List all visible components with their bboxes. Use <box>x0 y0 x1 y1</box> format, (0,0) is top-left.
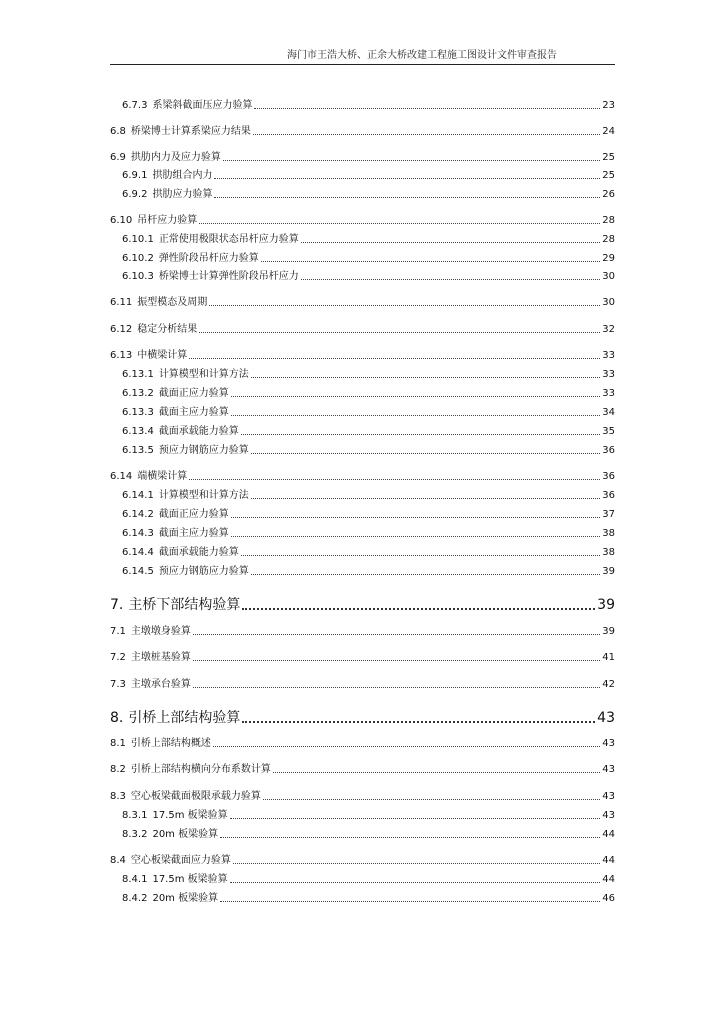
leader-dots <box>209 304 600 306</box>
leader-dots <box>241 554 600 556</box>
toc-entry[interactable] <box>110 251 615 265</box>
leader-dots <box>231 516 600 518</box>
toc-page: 36 <box>602 490 615 501</box>
toc-title: 端横梁计算 <box>137 471 188 482</box>
toc-title: 弹性阶段吊杆应力验算 <box>158 253 259 264</box>
leader-dots <box>301 241 600 243</box>
toc-number: 6.13.3 <box>122 407 154 418</box>
leader-dots <box>242 607 595 610</box>
leader-dots <box>253 133 600 135</box>
toc-title: 空心板梁截面应力验算 <box>130 855 231 866</box>
toc-number: 8.3.1 <box>122 810 148 821</box>
toc-title: 稳定分析结果 <box>137 324 198 335</box>
toc-number: 6.11 <box>110 297 133 308</box>
leader-dots <box>251 573 600 575</box>
toc-entry[interactable] <box>110 269 615 283</box>
toc-entry[interactable] <box>110 708 615 726</box>
toc-entry[interactable] <box>110 872 615 886</box>
toc-number: 6.14.2 <box>122 509 154 520</box>
toc-entry[interactable] <box>110 507 615 521</box>
leader-dots <box>214 177 600 179</box>
leader-dots <box>193 686 600 688</box>
toc-entry[interactable] <box>110 526 615 540</box>
toc-entry[interactable] <box>110 213 615 227</box>
toc-title: 拱肋组合内力 <box>152 170 213 181</box>
toc-title: 20m 板梁验算 <box>152 893 219 904</box>
header-title: 海门市王浩大桥、正余大桥改建工程施工图设计文件审查报告 <box>287 50 557 61</box>
leader-dots <box>254 107 600 109</box>
toc-page: 46 <box>602 893 615 904</box>
leader-dots <box>214 196 600 198</box>
toc-page: 36 <box>602 471 615 482</box>
toc-number: 6.13.5 <box>122 445 154 456</box>
toc-title: 20m 板梁验算 <box>152 829 219 840</box>
toc-entry[interactable] <box>110 827 615 841</box>
toc-page: 43 <box>602 738 615 749</box>
toc-number: 8.4.1 <box>122 874 148 885</box>
toc-page: 30 <box>602 297 615 308</box>
toc-title: 正常使用极限状态吊杆应力验算 <box>158 234 299 245</box>
toc-entry[interactable] <box>110 386 615 400</box>
toc-entry[interactable] <box>110 677 615 691</box>
toc-page: 33 <box>602 350 615 361</box>
toc-number: 6.13.1 <box>122 369 154 380</box>
toc-number: 6.10 <box>110 215 133 226</box>
toc-title: 预应力钢筋应力验算 <box>158 445 249 456</box>
toc-number: 6.14.4 <box>122 547 154 558</box>
toc-page: 28 <box>602 215 615 226</box>
toc-page: 43 <box>602 810 615 821</box>
toc-page: 43 <box>602 791 615 802</box>
toc-number: 8.3 <box>110 791 126 802</box>
toc-entry[interactable] <box>110 367 615 381</box>
leader-dots <box>220 900 600 902</box>
toc-number: 6.7.3 <box>122 100 148 111</box>
toc-number: 6.10.3 <box>122 271 154 282</box>
toc-page: 44 <box>602 855 615 866</box>
toc-page: 41 <box>602 652 615 663</box>
toc-title: 截面承载能力验算 <box>158 426 239 437</box>
toc-entry[interactable] <box>110 469 615 483</box>
toc-entry[interactable] <box>110 736 615 750</box>
toc-page: 42 <box>602 679 615 690</box>
toc-title: 拱肋内力及应力验算 <box>130 152 221 163</box>
toc-title: 空心板梁截面极限承载力验算 <box>130 791 261 802</box>
toc-page: 39 <box>602 566 615 577</box>
toc-entry[interactable] <box>110 789 615 803</box>
toc-title: 主桥下部结构验算 <box>128 597 241 613</box>
leader-dots <box>251 452 600 454</box>
toc-title: 主墩墩身验算 <box>130 626 191 637</box>
toc-title: 截面正应力验算 <box>158 388 229 399</box>
toc-entry[interactable] <box>110 295 615 309</box>
toc-page: 36 <box>602 445 615 456</box>
leader-dots <box>231 395 600 397</box>
toc-entry[interactable] <box>110 762 615 776</box>
toc-entry[interactable] <box>110 853 615 867</box>
toc-page: 28 <box>602 234 615 245</box>
leader-dots <box>301 278 600 280</box>
toc-page: 38 <box>602 547 615 558</box>
leader-dots <box>242 720 595 723</box>
leader-dots <box>230 881 601 883</box>
toc-entry[interactable] <box>110 150 615 164</box>
toc-title: 17.5m 板梁验算 <box>152 810 228 821</box>
toc-page: 25 <box>602 152 615 163</box>
toc-page: 37 <box>602 509 615 520</box>
toc-entry[interactable] <box>110 405 615 419</box>
toc-entry[interactable] <box>110 443 615 457</box>
toc-page: 34 <box>602 407 615 418</box>
leader-dots <box>199 331 600 333</box>
toc-title: 吊杆应力验算 <box>137 215 198 226</box>
toc-page: 39 <box>602 626 615 637</box>
leader-dots <box>251 497 600 499</box>
toc-title: 拱肋应力验算 <box>152 189 213 200</box>
toc-title: 预应力钢筋应力验算 <box>158 566 249 577</box>
toc-number: 6.14.3 <box>122 528 154 539</box>
leader-dots <box>189 357 600 359</box>
toc-page: 43 <box>597 710 615 726</box>
toc-number: 6.10.1 <box>122 234 154 245</box>
toc-entry[interactable] <box>110 322 615 336</box>
toc-number: 6.9.1 <box>122 170 148 181</box>
toc-title: 引桥上部结构横向分布系数计算 <box>130 764 271 775</box>
toc-page: 35 <box>602 426 615 437</box>
toc-number: 6.8 <box>110 126 126 137</box>
leader-dots <box>261 260 600 262</box>
toc-entry[interactable] <box>110 595 615 613</box>
toc-entry[interactable] <box>110 348 615 362</box>
toc-entry[interactable] <box>110 564 615 578</box>
toc-page: 44 <box>602 874 615 885</box>
toc-entry[interactable] <box>110 624 615 638</box>
toc-title: 桥梁博士计算弹性阶段吊杆应力 <box>158 271 299 282</box>
toc-entry[interactable] <box>110 488 615 502</box>
toc-page: 33 <box>602 388 615 399</box>
toc-number: 6.13.4 <box>122 426 154 437</box>
toc-number: 7.2 <box>110 652 126 663</box>
leader-dots <box>193 659 600 661</box>
leader-dots <box>213 745 600 747</box>
toc-title: 截面承载能力验算 <box>158 547 239 558</box>
toc-page: 24 <box>602 126 615 137</box>
toc-title: 引桥上部结构验算 <box>128 710 241 726</box>
page-header <box>110 50 615 65</box>
toc-entry[interactable] <box>110 124 615 138</box>
toc-page: 32 <box>602 324 615 335</box>
toc-title: 截面主应力验算 <box>158 528 229 539</box>
toc-entry[interactable] <box>110 808 615 822</box>
toc-number: 6.9 <box>110 152 126 163</box>
toc-number: 7. <box>110 597 124 613</box>
toc-entry[interactable] <box>110 232 615 246</box>
toc-title: 主墩桩基验算 <box>130 652 191 663</box>
leader-dots <box>241 433 600 435</box>
toc-title: 系梁斜截面压应力验算 <box>152 100 253 111</box>
toc-entry[interactable] <box>110 650 615 664</box>
toc-page: 30 <box>602 271 615 282</box>
toc-title: 截面正应力验算 <box>158 509 229 520</box>
toc-number: 8.4 <box>110 855 126 866</box>
toc-number: 7.1 <box>110 626 126 637</box>
toc-number: 6.13 <box>110 350 133 361</box>
toc-number: 6.10.2 <box>122 253 154 264</box>
toc-page: 25 <box>602 170 615 181</box>
toc-title: 引桥上部结构概述 <box>130 738 211 749</box>
toc-number: 6.14 <box>110 471 133 482</box>
toc-title: 17.5m 板梁验算 <box>152 874 228 885</box>
toc-number: 8. <box>110 710 124 726</box>
toc-title: 计算模型和计算方法 <box>158 369 249 380</box>
leader-dots <box>263 798 600 800</box>
toc-number: 8.4.2 <box>122 893 148 904</box>
leader-dots <box>231 535 600 537</box>
toc-page: 39 <box>597 597 615 613</box>
leader-dots <box>231 414 600 416</box>
toc-entry[interactable] <box>110 98 615 112</box>
toc-number: 6.9.2 <box>122 189 148 200</box>
leader-dots <box>251 376 600 378</box>
leader-dots <box>199 222 600 224</box>
toc-title: 计算模型和计算方法 <box>158 490 249 501</box>
toc-title: 主墩承台验算 <box>130 679 191 690</box>
toc-page: 23 <box>602 100 615 111</box>
leader-dots <box>189 478 600 480</box>
toc-number: 8.2 <box>110 764 126 775</box>
leader-dots <box>273 771 600 773</box>
toc-number: 6.12 <box>110 324 133 335</box>
toc-number: 8.3.2 <box>122 829 148 840</box>
leader-dots <box>220 836 600 838</box>
toc-entry[interactable] <box>110 545 615 559</box>
toc-number: 7.3 <box>110 679 126 690</box>
toc-number: 6.14.5 <box>122 566 154 577</box>
toc-title: 桥梁博士计算系梁应力结果 <box>130 126 251 137</box>
leader-dots <box>223 159 600 161</box>
toc-page: 29 <box>602 253 615 264</box>
leader-dots <box>230 817 601 819</box>
toc-entry[interactable] <box>110 187 615 201</box>
toc-title: 截面主应力验算 <box>158 407 229 418</box>
toc-title: 振型模态及周期 <box>137 297 208 308</box>
toc-page: 26 <box>602 189 615 200</box>
toc-page: 44 <box>602 829 615 840</box>
leader-dots <box>233 862 600 864</box>
leader-dots <box>193 633 600 635</box>
toc-page: 43 <box>602 764 615 775</box>
toc-page: 38 <box>602 528 615 539</box>
toc-page: 33 <box>602 369 615 380</box>
toc-title: 中横梁计算 <box>137 350 188 361</box>
toc-number: 6.13.2 <box>122 388 154 399</box>
toc-entry[interactable] <box>110 168 615 182</box>
toc-number: 6.14.1 <box>122 490 154 501</box>
toc-entry[interactable] <box>110 891 615 905</box>
toc-entry[interactable] <box>110 424 615 438</box>
toc-number: 8.1 <box>110 738 126 749</box>
